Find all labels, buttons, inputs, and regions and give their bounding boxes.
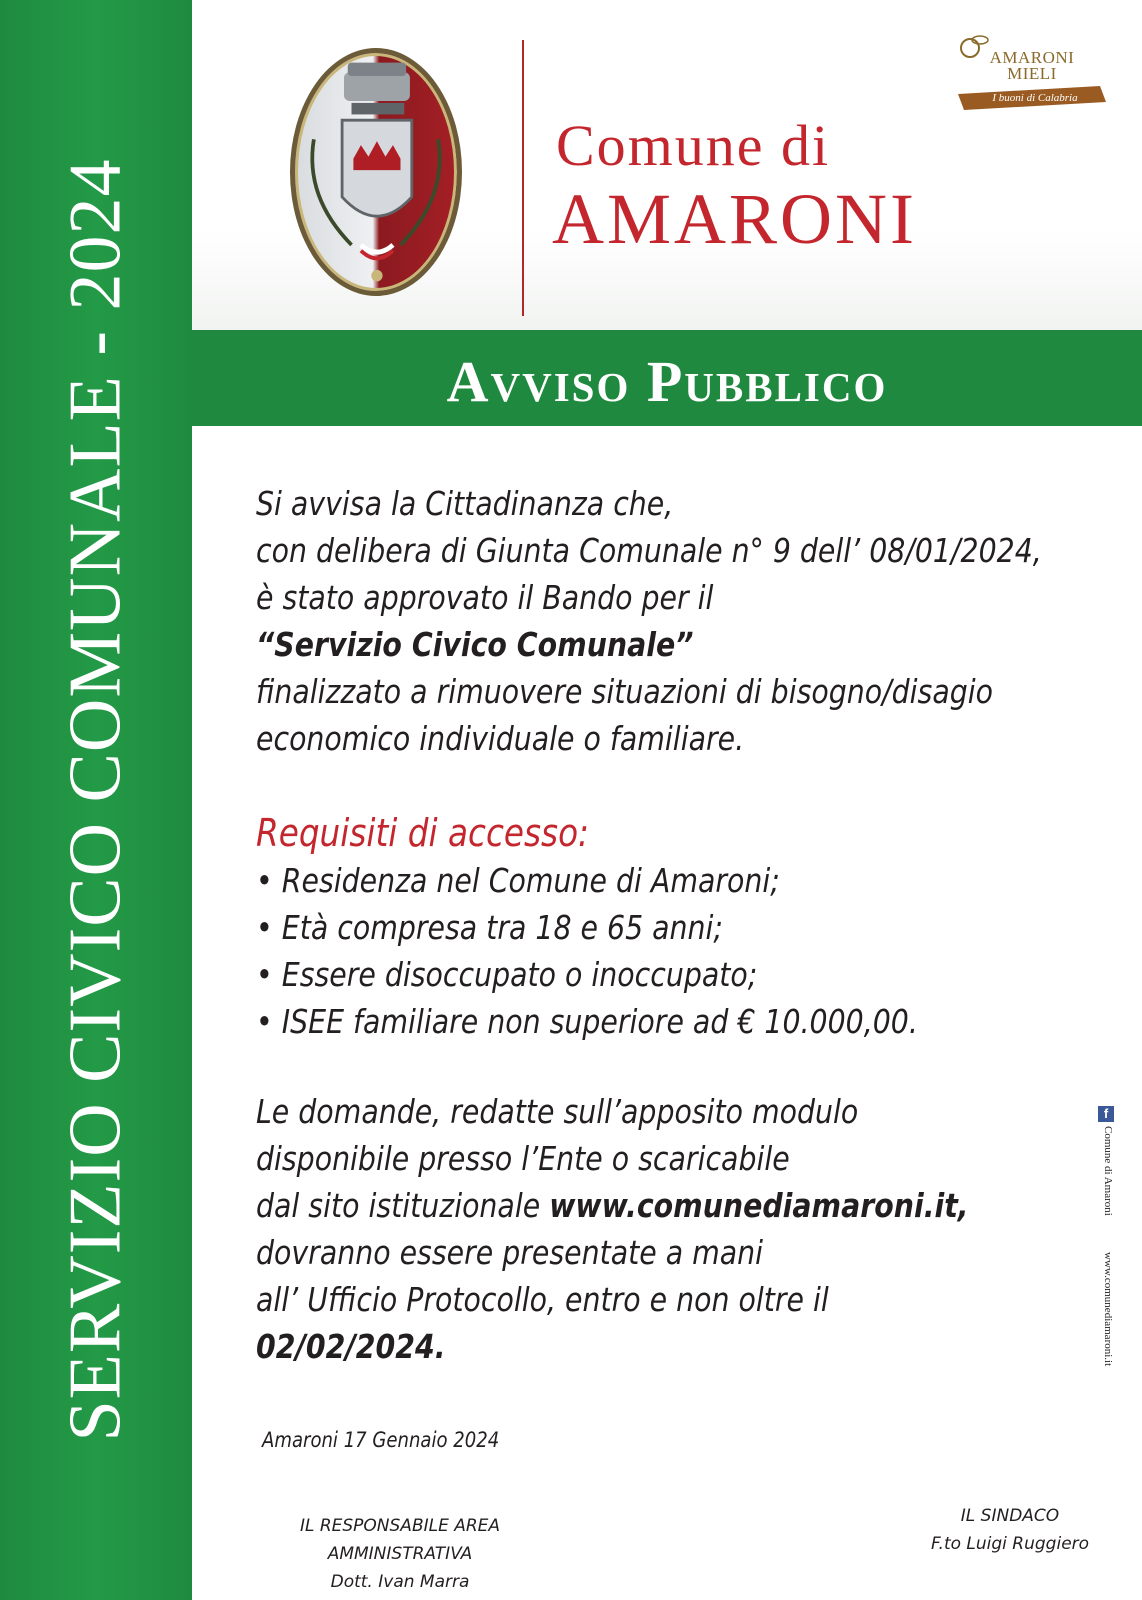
intro-paragraph [256,480,1042,762]
signature-right-title: IL SINDACO [960,1506,1060,1526]
application-line: dovranno essere presentate a mani [256,1233,764,1272]
deadline-date: 02/02/2024. [256,1327,446,1366]
website-link[interactable]: www.comunediamaroni.it, [549,1186,969,1225]
signature-left [240,1512,560,1596]
signature-left-name: Dott. Ivan Marra [330,1572,470,1592]
notice-date: Amaroni 17 Gennaio 2024 [262,1428,500,1452]
brand-tagline: I buoni di Calabria [992,92,1078,104]
application-line-prefix: dal sito istituzionale [256,1186,550,1225]
website-vertical-label: www.comunediamaroni.it [1102,1252,1114,1367]
application-line: all’ Ufficio Protocollo, entro e non oltre il [256,1280,829,1319]
signature-right [920,1502,1100,1558]
requirement-item: • Residenza nel Comune di Amaroni; [256,861,780,900]
intro-line: Si avvisa la Cittadinanza che, [256,484,674,523]
coat-of-arms-icon [295,53,457,291]
signature-left-title: IL RESPONSABILE AREA AMMINISTRATIVA [299,1516,501,1564]
requirements-heading: Requisiti di accesso: [256,811,590,855]
avviso-band [192,330,1142,426]
brand-name-line1: AMARONI [989,48,1075,67]
requirements-section [256,810,996,1045]
avviso-title: Avviso Pubblico [446,349,888,414]
signature-right-name: F.to Luigi Ruggiero [930,1534,1090,1554]
requirement-item: • ISEE familiare non superiore ad € 10.000,00. [256,1002,918,1041]
title-divider [522,40,524,316]
requirement-item: • Età compresa tra 18 e 65 anni; [256,908,723,947]
intro-line: economico individuale o familiare. [256,719,745,758]
requirement-item: • Essere disoccupato o inoccupato; [256,955,758,994]
comune-title-line1: Comune di [556,113,831,178]
service-name: “Servizio Civico Comunale” [256,625,694,664]
brand-name [972,50,1092,82]
facebook-icon: f [1098,1106,1114,1122]
brand-logo [950,28,1110,128]
coat-of-arms-emblem [290,48,462,296]
facebook-page-label: Comune di Amaroni [1102,1126,1114,1216]
intro-line: è stato approvato il Bando per il [256,578,714,617]
intro-line: con delibera di Giunta Comunale n° 9 dell’ 08/01/2024, [256,531,1042,570]
brand-name-line2: MIELI [1007,64,1057,83]
application-line: disponibile presso l’Ente o scaricabile [256,1139,790,1178]
sidebar-title: SERVIZIO CIVICO COMUNALE - 2024 [54,158,137,1442]
sidebar-band [0,0,192,1600]
application-paragraph [256,1088,996,1370]
comune-title-line2: AMARONI [552,179,918,259]
intro-line: finalizzato a rimuovere situazioni di bisogno/disagio [256,672,993,711]
application-line [256,1182,996,1229]
application-line: Le domande, redatte sull’apposito modulo [256,1092,859,1131]
